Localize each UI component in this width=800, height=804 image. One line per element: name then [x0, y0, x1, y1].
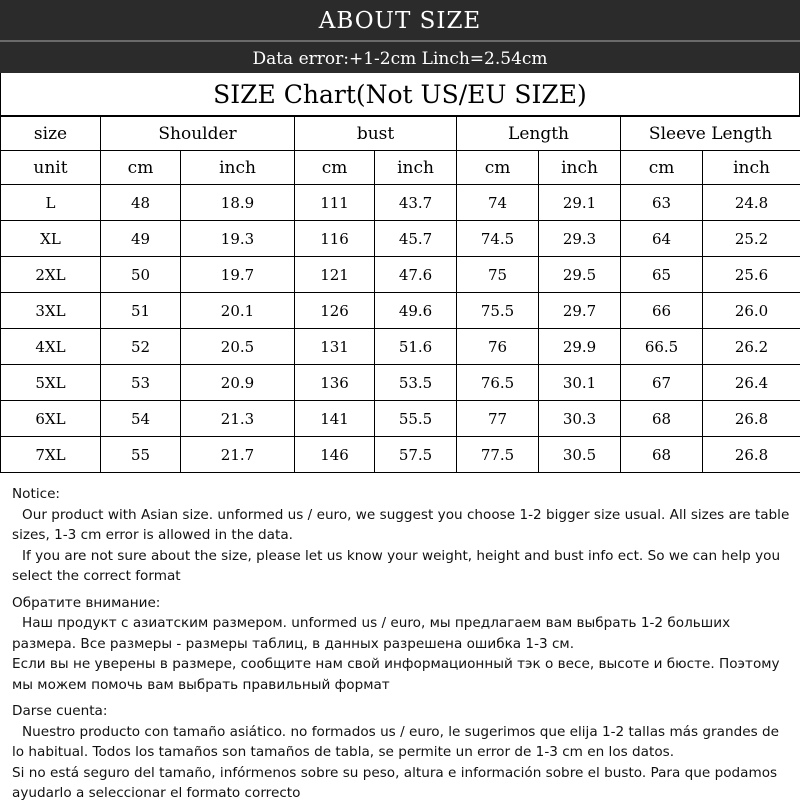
header-sleeve-length: Sleeve Length	[621, 117, 800, 151]
size-row	[1, 401, 800, 437]
measurement-cell: 50	[101, 257, 181, 293]
measurement-cell: 24.8	[703, 185, 800, 221]
measurement-cell: 76	[457, 329, 539, 365]
header-length: Length	[457, 117, 621, 151]
measurement-cell: 47.6	[375, 257, 457, 293]
measurement-cell: 126	[295, 293, 375, 329]
measurement-cell: 30.3	[539, 401, 621, 437]
size-row	[1, 293, 800, 329]
measurement-cell: 74	[457, 185, 539, 221]
notice-es-p1: Nuestro producto con tamaño asiático. no formados us / euro, le sugerimos que elija 1-2 tallas más grandes de lo habitual. Todos los tamaños son tamaños de tabla, se permite un error de 1-3 cm en los datos.	[12, 722, 794, 763]
unit-cell: inch	[375, 151, 457, 185]
unit-cell: cm	[457, 151, 539, 185]
header-bust: bust	[295, 117, 457, 151]
measurement-cell: 20.5	[181, 329, 295, 365]
measurement-cell: 25.2	[703, 221, 800, 257]
size-label-cell: 4XL	[1, 329, 101, 365]
measurement-cell: 116	[295, 221, 375, 257]
measurement-cell: 29.7	[539, 293, 621, 329]
measurement-cell: 29.9	[539, 329, 621, 365]
notice-section	[12, 484, 794, 804]
measurement-cell: 111	[295, 185, 375, 221]
measurement-cell: 74.5	[457, 221, 539, 257]
measurement-cell: 51.6	[375, 329, 457, 365]
notice-heading-ru: Обратите внимание:	[12, 593, 794, 614]
size-row	[1, 257, 800, 293]
about-size-banner	[0, 0, 800, 40]
measurement-cell: 21.3	[181, 401, 295, 437]
measurement-cell: 63	[621, 185, 703, 221]
size-row	[1, 221, 800, 257]
measurement-cell: 146	[295, 437, 375, 473]
header-shoulder: Shoulder	[101, 117, 295, 151]
notice-en-p2: If you are not sure about the size, please let us know your weight, height and bust info ect. So we can help you select the correct format	[12, 546, 794, 587]
measurement-cell: 18.9	[181, 185, 295, 221]
measurement-cell: 20.9	[181, 365, 295, 401]
data-error-text: Data error:+1-2cm Linch=2.54cm	[252, 49, 547, 69]
measurement-cell: 68	[621, 401, 703, 437]
measurement-cell: 49	[101, 221, 181, 257]
measurement-cell: 77.5	[457, 437, 539, 473]
measurement-cell: 19.3	[181, 221, 295, 257]
measurement-cell: 75	[457, 257, 539, 293]
measurement-cell: 26.8	[703, 437, 800, 473]
measurement-cell: 30.5	[539, 437, 621, 473]
measurement-cell: 43.7	[375, 185, 457, 221]
measurement-cell: 55.5	[375, 401, 457, 437]
size-label-cell: 6XL	[1, 401, 101, 437]
notice-heading-en: Notice:	[12, 484, 794, 505]
size-chart-title: SIZE Chart(Not US/EU SIZE)	[0, 73, 800, 116]
group-header-row	[1, 117, 800, 151]
size-row	[1, 365, 800, 401]
measurement-cell: 141	[295, 401, 375, 437]
measurement-cell: 51	[101, 293, 181, 329]
unit-cell: inch	[539, 151, 621, 185]
measurement-cell: 29.3	[539, 221, 621, 257]
unit-cell: cm	[295, 151, 375, 185]
size-table	[0, 116, 800, 473]
unit-cell: cm	[101, 151, 181, 185]
unit-cell: inch	[703, 151, 800, 185]
measurement-cell: 52	[101, 329, 181, 365]
unit-cell: inch	[181, 151, 295, 185]
measurement-cell: 68	[621, 437, 703, 473]
measurement-cell: 26.4	[703, 365, 800, 401]
measurement-cell: 77	[457, 401, 539, 437]
measurement-cell: 20.1	[181, 293, 295, 329]
measurement-cell: 131	[295, 329, 375, 365]
measurement-cell: 67	[621, 365, 703, 401]
measurement-cell: 53.5	[375, 365, 457, 401]
size-label-cell: 3XL	[1, 293, 101, 329]
measurement-cell: 29.1	[539, 185, 621, 221]
measurement-cell: 55	[101, 437, 181, 473]
measurement-cell: 25.6	[703, 257, 800, 293]
notice-en-p1: Our product with Asian size. unformed us / euro, we suggest you choose 1-2 bigger size usual. All sizes are table sizes, 1-3 cm error is allowed in the data.	[12, 505, 794, 546]
size-label-cell: 7XL	[1, 437, 101, 473]
measurement-cell: 75.5	[457, 293, 539, 329]
notice-heading-es: Darse cuenta:	[12, 701, 794, 722]
measurement-cell: 54	[101, 401, 181, 437]
size-label-cell: 2XL	[1, 257, 101, 293]
measurement-cell: 53	[101, 365, 181, 401]
measurement-cell: 19.7	[181, 257, 295, 293]
header-size: size	[1, 117, 101, 151]
measurement-cell: 57.5	[375, 437, 457, 473]
measurement-cell: 66.5	[621, 329, 703, 365]
size-label-cell: L	[1, 185, 101, 221]
size-label-cell: 5XL	[1, 365, 101, 401]
measurement-cell: 26.0	[703, 293, 800, 329]
size-row	[1, 185, 800, 221]
notice-ru-p1: Наш продукт с азиатским размером. unformed us / euro, мы предлагаем вам выбрать 1-2 больших размера. Все размеры - размеры таблиц, в данных разрешена ошибка 1-3 см.	[12, 613, 794, 654]
measurement-cell: 48	[101, 185, 181, 221]
measurement-cell: 121	[295, 257, 375, 293]
measurement-cell: 66	[621, 293, 703, 329]
unit-cell: cm	[621, 151, 703, 185]
data-error-banner	[0, 40, 800, 73]
measurement-cell: 30.1	[539, 365, 621, 401]
measurement-cell: 29.5	[539, 257, 621, 293]
size-label-cell: XL	[1, 221, 101, 257]
measurement-cell: 49.6	[375, 293, 457, 329]
unit-row	[1, 151, 800, 185]
measurement-cell: 21.7	[181, 437, 295, 473]
notice-ru-p2: Если вы не уверены в размере, сообщите нам свой информационный тэк о весе, высоте и бюсте. Поэтому мы можем помочь вам выбрать правильный формат	[12, 654, 794, 695]
notice-es-p2: Si no está seguro del tamaño, infórmenos sobre su peso, altura e información sobre el busto. Para que podamos ayudarlo a seleccionar el formato correcto	[12, 763, 794, 804]
measurement-cell: 136	[295, 365, 375, 401]
measurement-cell: 76.5	[457, 365, 539, 401]
measurement-cell: 45.7	[375, 221, 457, 257]
measurement-cell: 65	[621, 257, 703, 293]
size-row	[1, 329, 800, 365]
about-size-title: ABOUT SIZE	[319, 8, 481, 34]
measurement-cell: 64	[621, 221, 703, 257]
measurement-cell: 26.8	[703, 401, 800, 437]
measurement-cell: 26.2	[703, 329, 800, 365]
unit-cell: unit	[1, 151, 101, 185]
size-row	[1, 437, 800, 473]
